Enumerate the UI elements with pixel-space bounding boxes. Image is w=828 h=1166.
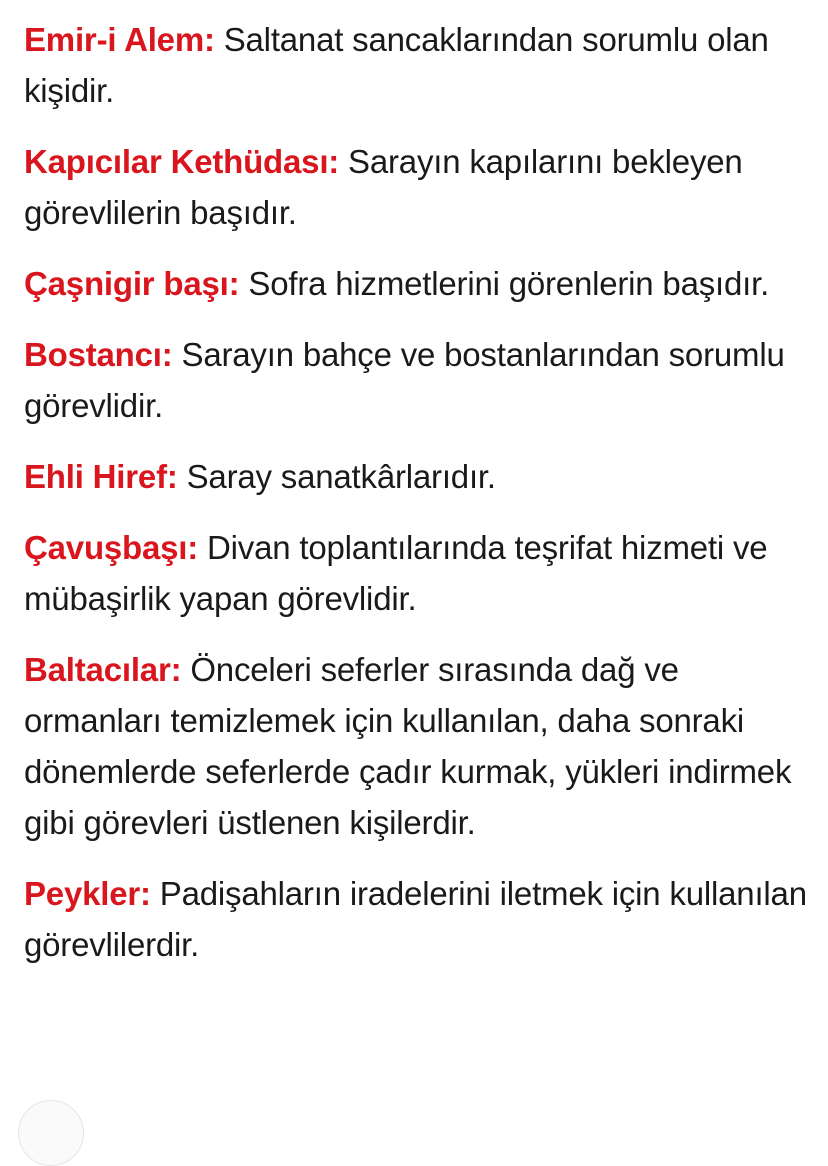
definition-casnigir-basi	[24, 258, 814, 309]
definition-bostanci	[24, 329, 814, 431]
definition-cavusbasi	[24, 522, 814, 624]
definition-ehli-hiref	[24, 451, 814, 502]
definition-kapicilar-kethudasi	[24, 136, 814, 238]
definition-term: Çaşnigir başı:	[24, 265, 240, 302]
definition-baltacilar	[24, 644, 814, 848]
definition-term: Ehli Hiref:	[24, 458, 178, 495]
definition-text: Sarayın bahçe ve bostanlarından sorumlu görevlidir.	[24, 336, 785, 424]
definition-emir-i-alem	[24, 14, 814, 116]
definition-text: Divan toplantılarında teşrifat hizmeti ve mübaşirlik yapan görevlidir.	[24, 529, 768, 617]
definition-peykler	[24, 868, 814, 970]
definition-text: Sofra hizmetlerini görenlerin başıdır.	[248, 265, 770, 302]
definition-text: Saltanat sancaklarından sorumlu olan kişidir.	[24, 21, 769, 109]
definition-text: Saray sanatkârlarıdır.	[186, 458, 496, 495]
definition-text: Padişahların iradelerini iletmek için kullanılan görevlilerdir.	[24, 875, 807, 963]
definition-term: Peykler:	[24, 875, 151, 912]
definition-term: Emir-i Alem:	[24, 21, 215, 58]
definition-term: Kapıcılar Kethüdası:	[24, 143, 340, 180]
definition-term: Bostancı:	[24, 336, 173, 373]
definition-term: Baltacılar:	[24, 651, 182, 688]
definition-text: Sarayın kapılarını bekleyen görevlilerin başıdır.	[24, 143, 743, 231]
definition-text: Önceleri seferler sırasında dağ ve ormanları temizlemek için kullanılan, daha sonraki dönemlerde seferlerde çadır kurmak, yükleri indirmek gibi görevleri üstlenen kişilerdir.	[24, 651, 792, 841]
definition-term: Çavuşbaşı:	[24, 529, 199, 566]
partial-circle-button[interactable]	[18, 1100, 84, 1166]
definition-list	[24, 14, 814, 990]
